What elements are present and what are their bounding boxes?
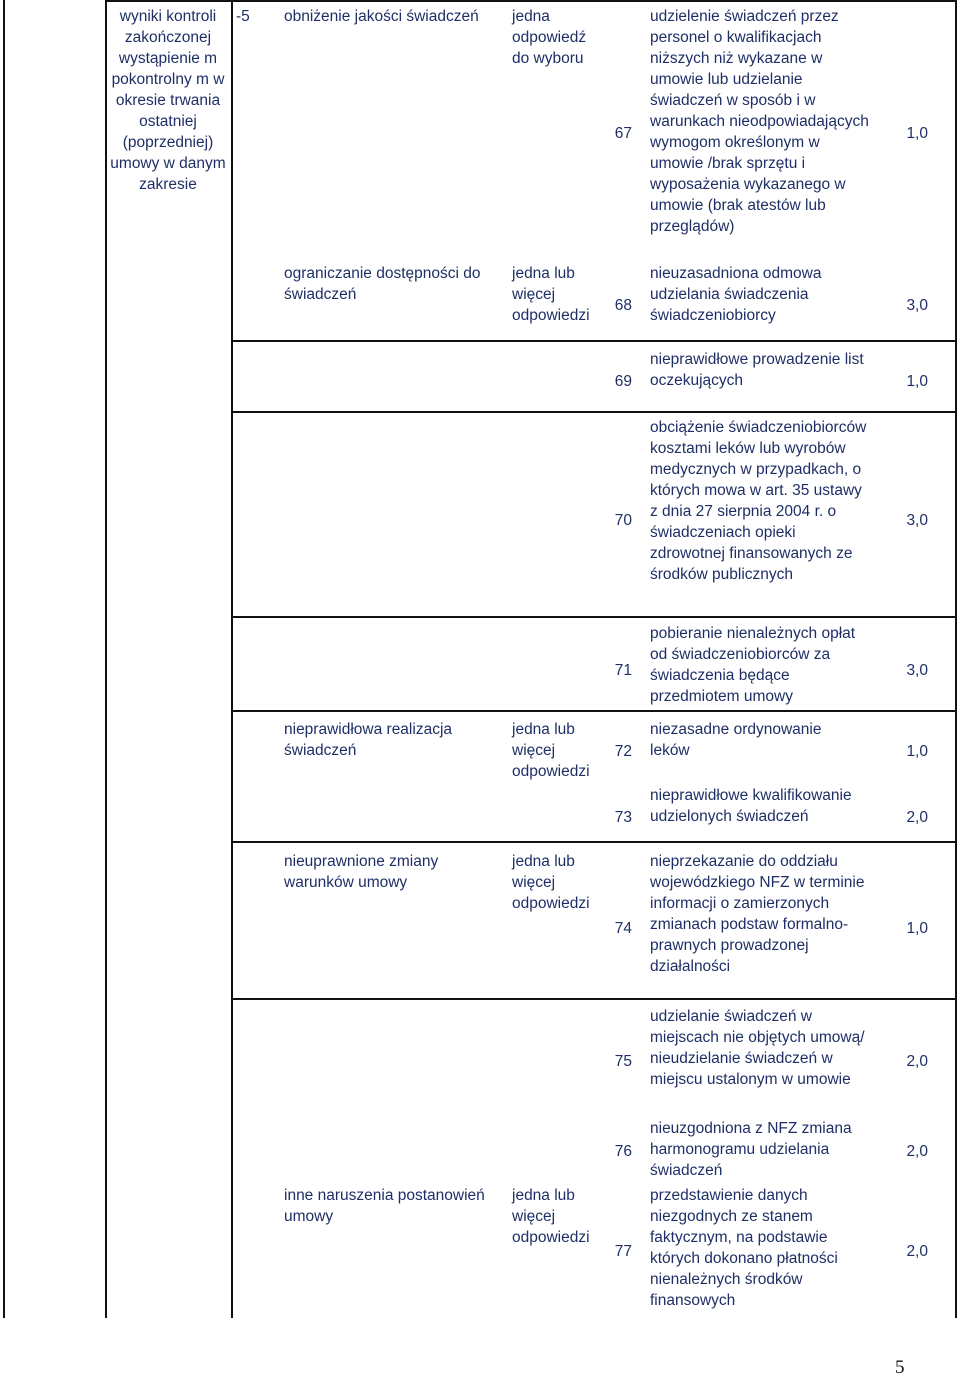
row-value: 2,0	[906, 1143, 928, 1160]
border-col2	[231, 0, 233, 1318]
category-title: obniżenie jakości świadczeń	[284, 8, 479, 25]
row-number: 69	[614, 373, 632, 390]
row-number: 74	[614, 920, 632, 937]
category-code: -5	[236, 8, 250, 25]
row-divider	[231, 998, 957, 1000]
border-col1	[105, 0, 107, 1318]
row-value: 1,0	[906, 920, 928, 937]
row-value: 3,0	[906, 512, 928, 529]
group-frequency: jedna lub więcej odpowiedzi	[512, 265, 590, 324]
row-divider	[231, 616, 957, 618]
row-divider	[231, 340, 957, 342]
row-number: 67	[614, 125, 632, 142]
row-number: 73	[614, 809, 632, 826]
row-value: 1,0	[906, 373, 928, 390]
row-description: pobieranie nienależnych opłat od świadczeniobiorców za świadczenia będące przedmiotem umowy	[650, 625, 856, 705]
row-number: 70	[614, 512, 632, 529]
row-description: niezasadne ordynowanie leków	[650, 721, 822, 759]
row-value: 2,0	[906, 809, 928, 826]
row-description: przedstawienie danych niezgodnych ze stanem faktycznym, na podstawie których dokonano płatności nienależnych środków finansowych	[650, 1187, 838, 1309]
group-frequency: jedna lub więcej odpowiedzi	[512, 1187, 590, 1246]
row-divider	[231, 710, 957, 712]
row-description: nieprawidłowe prowadzenie list oczekujących	[650, 351, 864, 389]
group-frequency: jedna lub więcej odpowiedzi	[512, 721, 590, 780]
section-label: wyniki kontroli zakończonej wystąpienie m pokontrolny m w okresie trwania ostatniej (poprzedniej) umowy w danym zakresie	[110, 8, 226, 193]
group-title: nieuprawnione zmiany warunków umowy	[284, 853, 439, 891]
row-description: nieprzekazanie do oddziału wojewódzkiego NFZ w terminie informacji o zamierzonych zmianach podstaw formalno-prawnych prowadzonej działalności	[650, 853, 865, 975]
page-number: 5	[895, 1357, 905, 1378]
row-number: 76	[614, 1143, 632, 1160]
row-value: 1,0	[906, 125, 928, 142]
row-description: nieuzgodniona z NFZ zmiana harmonogramu udzielania świadczeń	[650, 1120, 852, 1179]
group-title: nieprawidłowa realizacja świadczeń	[284, 721, 453, 759]
row-number: 71	[614, 662, 632, 679]
row-number: 77	[614, 1243, 632, 1260]
row-number: 72	[614, 743, 632, 760]
row-value: 2,0	[906, 1053, 928, 1070]
border-right	[955, 0, 957, 1318]
border-left	[3, 0, 5, 1318]
row-description: udzielanie świadczeń w miejscach nie objętych umową/ nieudzielanie świadczeń w miejscu ustalonym w umowie	[650, 1008, 865, 1088]
category-frequency: jedna odpowiedź do wyboru	[512, 8, 587, 67]
group-frequency: jedna lub więcej odpowiedzi	[512, 853, 590, 912]
row-description: udzielenie świadczeń przez personel o kwalifikacjach niższych niż wykazane w umowie lub udzielanie świadczeń w sposób i w warunkach nieodpowiadających wymogom określonym w umowie /brak sprzętu i wyposażenia wykazanego w umowie (brak atestów lub przeglądów)	[650, 8, 869, 235]
row-description: obciążenie świadczeniobiorców kosztami leków lub wyrobów medycznych w przypadkach, o których mowa w art. 35 ustawy z dnia 27 sierpnia 2004 r. o świadczeniach opieki zdrowotnej finansowanych ze środków publicznych	[650, 419, 867, 583]
group-title: ograniczanie dostępności do świadczeń	[284, 265, 481, 303]
row-divider	[231, 841, 957, 843]
border-top	[105, 0, 957, 2]
row-number: 75	[614, 1053, 632, 1070]
row-value: 3,0	[906, 662, 928, 679]
row-value: 3,0	[906, 297, 928, 314]
row-divider	[231, 411, 957, 413]
group-title: inne naruszenia postanowień umowy	[284, 1187, 485, 1225]
row-number: 68	[614, 297, 632, 314]
row-value: 1,0	[906, 743, 928, 760]
row-description: nieuzasadniona odmowa udzielania świadczenia świadczeniobiorcy	[650, 265, 822, 324]
row-description: nieprawidłowe kwalifikowanie udzielonych świadczeń	[650, 787, 852, 825]
row-value: 2,0	[906, 1243, 928, 1260]
